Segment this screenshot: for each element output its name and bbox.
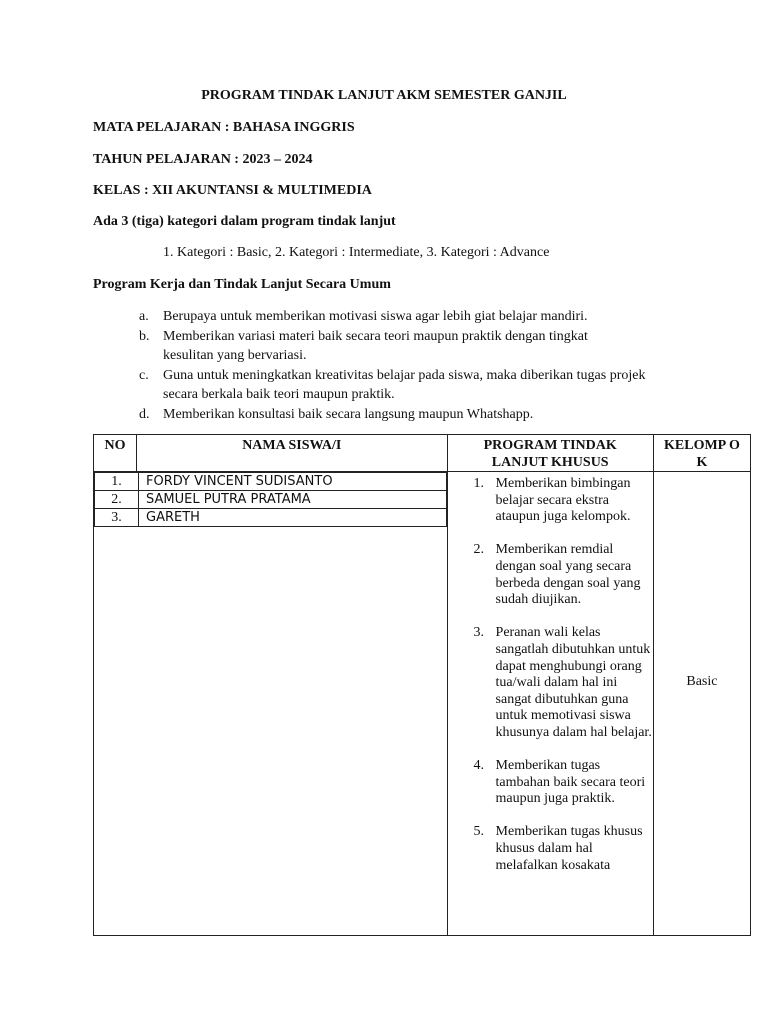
general-program-item [139, 405, 659, 424]
program-text: Memberikan bimbingan belajar secara ekstra ataupun juga kelompok. [495, 476, 631, 525]
item-letter: b. [139, 329, 150, 344]
general-program-item [139, 307, 659, 326]
document-title: PROGRAM TINDAK LANJUT AKM SEMESTER GANJIL [201, 88, 567, 103]
program-text: Memberikan tugas khusus khusus dalam hal melafalkan kosakata [495, 824, 643, 873]
item-letter: c. [139, 368, 149, 383]
table-row [95, 491, 447, 509]
header-name: NAMA SISWA/I [137, 435, 447, 472]
student-name: FORDY VINCENT SUDISANTO [139, 473, 447, 491]
group-value: Basic [686, 673, 718, 689]
student-no: 3. [95, 509, 139, 527]
general-program-item [139, 366, 659, 404]
student-no: 1. [95, 473, 139, 491]
list-item: 2. Memberikan remdial dengan soal yang secara berbeda dengan soal yang sudah diujikan. [473, 542, 641, 608]
item-text: Memberikan konsultasi baik secara langsung maupun Whatshapp. [163, 407, 534, 422]
class-line: KELAS : XII AKUNTANSI & MULTIMEDIA [93, 183, 372, 198]
item-letter: d. [139, 407, 150, 422]
header-program: PROGRAM TINDAK LANJUT KHUSUS [447, 435, 653, 472]
program-text: Memberikan remdial dengan soal yang secara berbeda dengan soal yang sudah diujikan. [495, 542, 641, 608]
header-group: KELOMP OK [653, 435, 750, 472]
follow-up-table [93, 434, 751, 936]
group-cell [653, 472, 750, 936]
header-no: NO [94, 435, 137, 472]
program-text: Memberikan tugas tambahan baik secara teori maupun juga praktik. [495, 758, 646, 807]
student-no: 2. [95, 491, 139, 509]
program-cell [447, 472, 653, 936]
item-text: Memberikan variasi materi baik secara teori maupun praktik dengan tingkat kesulitan yang bervariasi. [163, 329, 588, 363]
program-list [448, 472, 653, 874]
list-item: 1. Memberikan bimbingan belajar secara ekstra ataupun juga kelompok. [473, 476, 631, 525]
item-letter: a. [139, 309, 149, 324]
student-list [94, 472, 447, 527]
table-row [95, 473, 447, 491]
item-text: Guna untuk meningkatkan kreativitas belajar pada siswa, maka diberikan tugas projek secara berkala baik teori maupun praktik. [163, 368, 646, 402]
category-intro: Ada 3 (tiga) kategori dalam program tindak lanjut [93, 214, 396, 229]
general-program-title: Program Kerja dan Tindak Lanjut Secara Umum [93, 277, 391, 292]
general-program-item [139, 327, 659, 365]
category-list: 1. Kategori : Basic, 2. Kategori : Intermediate, 3. Kategori : Advance [163, 245, 550, 260]
subject-line: MATA PELAJARAN : BAHASA INGGRIS [93, 120, 355, 135]
table-row [95, 509, 447, 527]
list-item: 4. Memberikan tugas tambahan baik secara teori maupun juga praktik. [473, 758, 646, 807]
list-item: 5. Memberikan tugas khusus khusus dalam hal melafalkan kosakata [473, 824, 643, 873]
students-cell [94, 472, 448, 936]
academic-year-line: TAHUN PELAJARAN : 2023 – 2024 [93, 152, 313, 167]
student-name: SAMUEL PUTRA PRATAMA [139, 491, 447, 509]
program-text: Peranan wali kelas sangatlah dibutuhkan untuk dapat menghubungi orang tua/wali dalam hal ini sangat dibutuhkan guna untuk memotivasi siswa khusunya dalam hal belajar. [495, 625, 652, 740]
student-name: GARETH [139, 509, 447, 527]
item-text: Berupaya untuk memberikan motivasi siswa agar lebih giat belajar mandiri. [163, 309, 588, 324]
list-item: 3. Peranan wali kelas sangatlah dibutuhkan untuk dapat menghubungi orang tua/wali dalam hal ini sangat dibutuhkan guna untuk memotivasi siswa khusunya dalam hal belajar. [473, 625, 652, 740]
